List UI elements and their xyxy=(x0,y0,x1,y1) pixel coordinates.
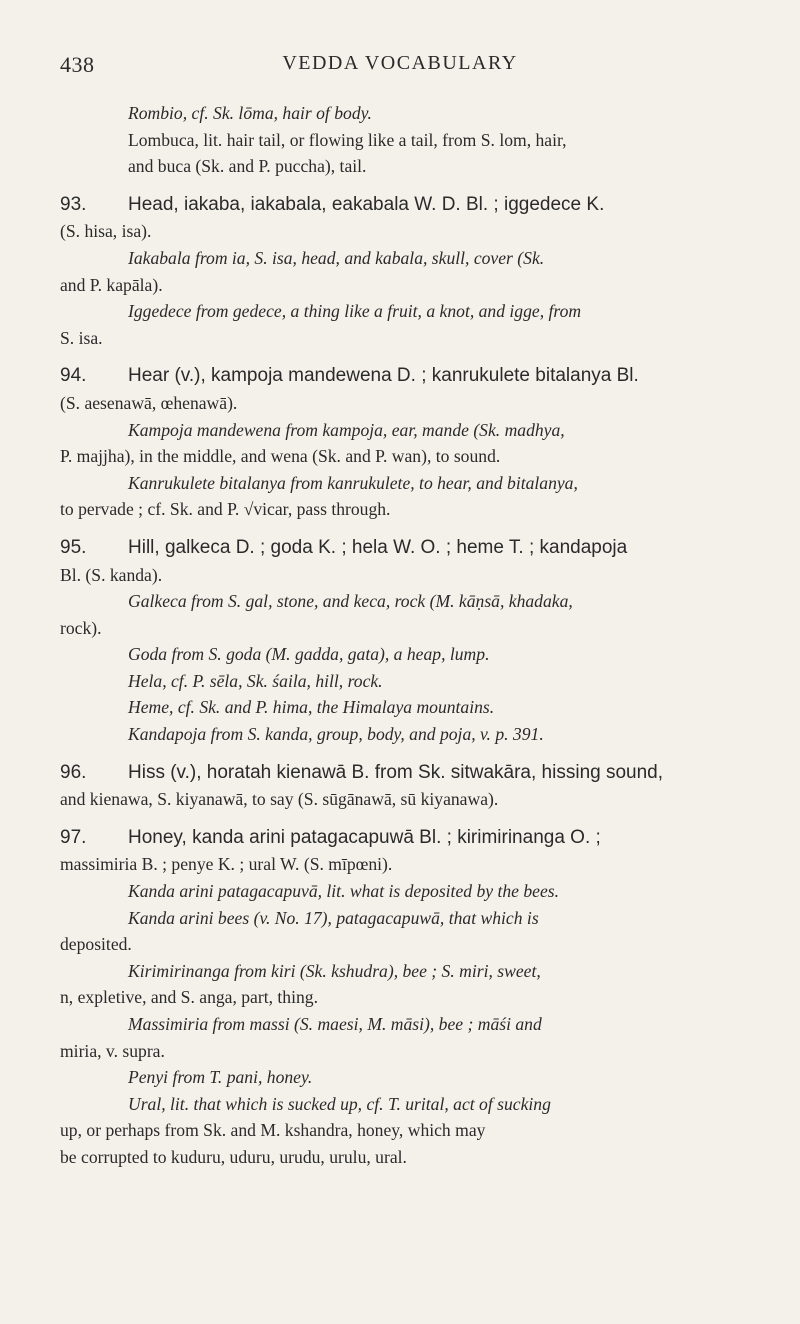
vocabulary-body xyxy=(60,100,746,1171)
text-line: miria, v. supra. xyxy=(60,1040,165,1061)
headword-line: Head, iakaba, iakabala, eakabala W. D. Bl. ; iggedece K. xyxy=(128,193,605,215)
text-line: massimiria B. ; penye K. ; ural W. (S. mīpœni). xyxy=(60,854,393,875)
headword-line: Hill, galkeca D. ; goda K. ; hela W. O. ; heme T. ; kandapoja xyxy=(128,536,628,558)
text-line: Hela, cf. P. sēla, Sk. śaila, hill, rock. xyxy=(128,670,383,691)
text-line: and P. kapāla). xyxy=(60,274,163,295)
entry-number: 93. xyxy=(60,193,87,215)
text-line: Goda from S. goda (M. gadda, gata), a heap, lump. xyxy=(128,644,490,665)
text-line: Kampoja mandewena from kampoja, ear, mande (Sk. madhya, xyxy=(128,419,565,440)
entry-continuation xyxy=(60,100,746,180)
text-line: P. majjha), in the middle, and wena (Sk. and P. wan), to sound. xyxy=(60,446,501,467)
text-line: Bl. (S. kanda). xyxy=(60,564,163,585)
text-line: Kanrukulete bitalanya from kanrukulete, to hear, and bitalanya, xyxy=(128,472,578,493)
headword-line: Hear (v.), kampoja mandewena D. ; kanrukulete bitalanya Bl. xyxy=(128,365,639,387)
text-line: and kienawa, S. kiyanawā, to say (S. sūgānawā, sū kiyanawa). xyxy=(60,789,499,810)
entry-number: 96. xyxy=(60,761,87,783)
entry-number: 94. xyxy=(60,365,87,387)
text-line: to pervade ; cf. Sk. and P. √vicar, pass through. xyxy=(60,499,391,520)
text-line: be corrupted to kuduru, uduru, urudu, urulu, ural. xyxy=(60,1146,407,1167)
page-number: 438 xyxy=(60,52,95,77)
entry-number: 95. xyxy=(60,536,87,558)
text-line: deposited. xyxy=(60,934,132,955)
text-line: S. isa. xyxy=(60,327,103,348)
text-line: Lombuca, lit. hair tail, or flowing like a tail, from S. lom, hair, xyxy=(128,129,567,150)
text-line: up, or perhaps from Sk. and M. kshandra, honey, which may xyxy=(60,1120,486,1141)
entry-number: 97. xyxy=(60,826,87,848)
text-line: and buca (Sk. and P. puccha), tail. xyxy=(128,156,367,177)
entry-96 xyxy=(60,760,746,813)
headword-line: Hiss (v.), horatah kienawā B. from Sk. sitwakāra, hissing sound, xyxy=(128,761,664,783)
text-line: Ural, lit. that which is sucked up, cf. T. urital, act of sucking xyxy=(128,1093,551,1114)
entry-95 xyxy=(60,535,746,748)
text-line: Kanda arini bees (v. No. 17), patagacapuwā, that which is xyxy=(128,907,539,928)
text-line: Penyi from T. pani, honey. xyxy=(128,1067,313,1088)
text-line: Iakabala from ia, S. isa, head, and kabala, skull, cover (Sk. xyxy=(128,247,545,268)
entry-97 xyxy=(60,825,746,1171)
text-line: (S. aesenawā, œhenawā). xyxy=(60,392,238,413)
text-line: Massimiria from massi (S. maesi, M. māsi), bee ; māśi and xyxy=(128,1014,542,1034)
text-line: Galkeca from S. gal, stone, and keca, rock (M. kāṇsā, khadaka, xyxy=(128,591,573,612)
text-line: (S. hisa, isa). xyxy=(60,221,152,242)
text-line: Kirimirinanga from kiri (Sk. kshudra), bee ; S. miri, sweet, xyxy=(128,960,541,981)
entry-93 xyxy=(60,192,746,352)
text-line: n, expletive, and S. anga, part, thing. xyxy=(60,987,318,1008)
text-line: Rombio, cf. Sk. lōma, hair of body. xyxy=(128,103,372,123)
text-line: rock). xyxy=(60,617,102,638)
text-line: Heme, cf. Sk. and P. hima, the Himalaya mountains. xyxy=(128,697,495,718)
running-title: VEDDA VOCABULARY xyxy=(282,52,518,74)
text-line: Iggedece from gedece, a thing like a fruit, a knot, and igge, from xyxy=(128,301,582,322)
text-line: Kanda arini patagacapuvā, lit. what is deposited by the bees. xyxy=(128,881,560,902)
text-line: Kandapoja from S. kanda, group, body, and poja, v. p. 391. xyxy=(128,724,544,745)
entry-94 xyxy=(60,363,746,523)
headword-line: Honey, kanda arini patagacapuwā Bl. ; kirimirinanga O. ; xyxy=(128,826,601,848)
page-header xyxy=(60,52,740,82)
